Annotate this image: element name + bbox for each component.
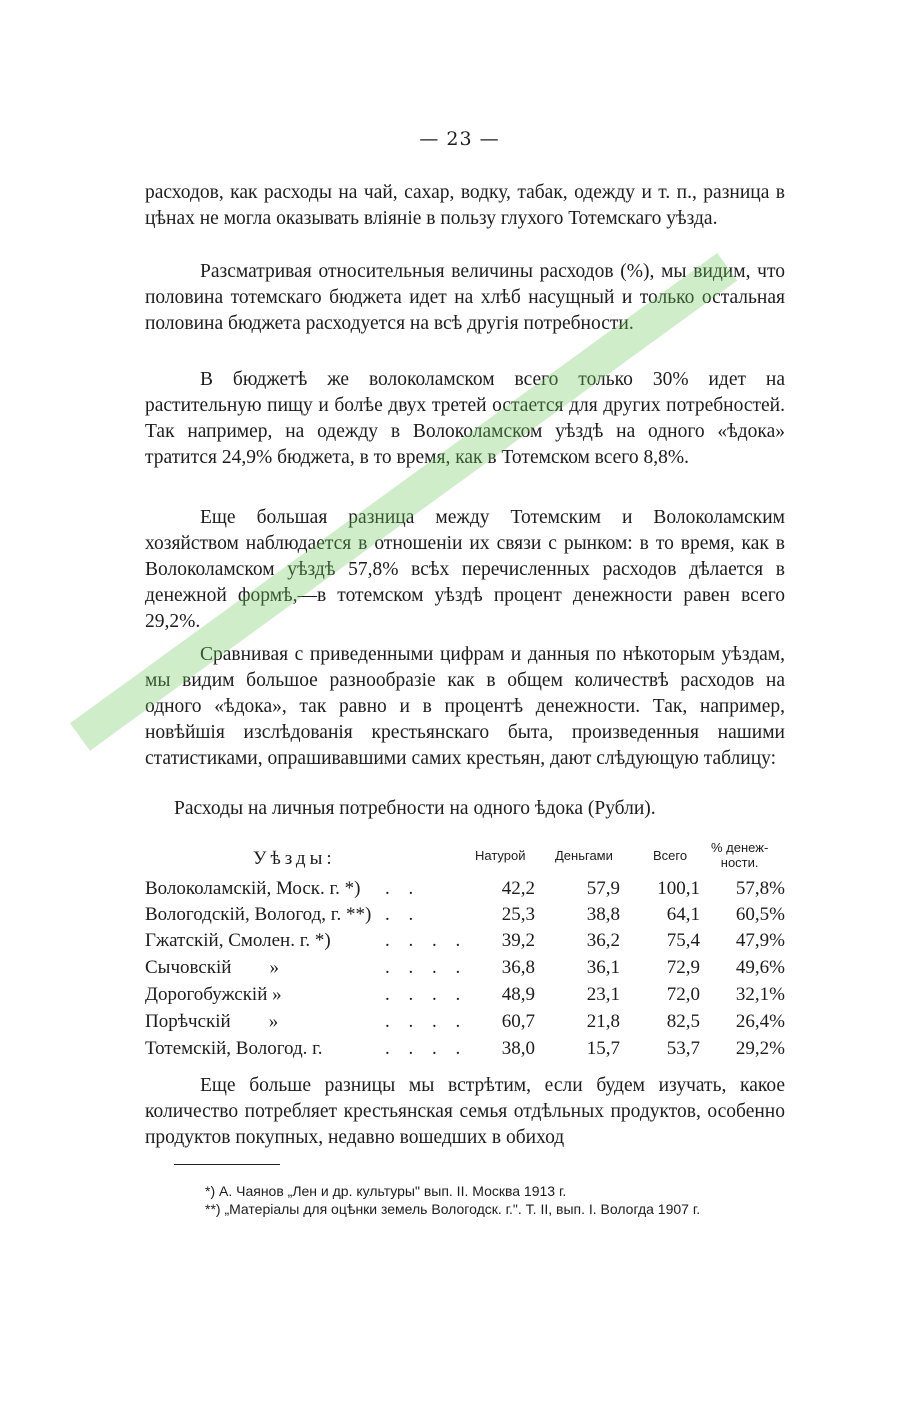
paragraph-5	[145, 642, 785, 772]
row-percent: 29,2%	[735, 1038, 785, 1059]
table-row	[145, 1011, 790, 1037]
table-row	[145, 878, 790, 904]
row-district: Вологодскій, Вологод, г. **)	[145, 904, 372, 925]
row-vsego: 100,1	[657, 878, 700, 899]
footnote-1: *) А. Чаянов „Лен и др. культуры" вып. II. Москва 1913 г.	[205, 1183, 567, 1199]
row-district: Тотемскій, Вологод. г.	[145, 1038, 323, 1059]
row-natura: 36,8	[501, 957, 535, 978]
row-natura: 39,2	[501, 930, 535, 951]
row-natura: 48,9	[501, 984, 535, 1005]
table-row	[145, 1038, 790, 1064]
row-district: Дорогобужскій »	[145, 984, 282, 1005]
row-percent: 57,8%	[735, 878, 785, 899]
header-percent-line1: % денеж-	[711, 840, 769, 855]
row-leader-dots: . . . .	[385, 984, 468, 1005]
header-natura: Натурой	[475, 848, 526, 863]
row-vsego: 82,5	[666, 1011, 700, 1032]
paragraph-text: расходов, как расходы на чай, сахар, водку, табак, одежду и т. п., разница в цѣнах не могла оказывать вліяніе в пользу глухого Тотемскаго уѣзда.	[145, 182, 785, 229]
table-caption: Расходы на личныя потребности на одного ѣдока (Рубли).	[174, 798, 656, 819]
row-vsego: 72,9	[666, 957, 700, 978]
row-dengami: 57,9	[586, 878, 620, 899]
row-natura: 60,7	[501, 1011, 535, 1032]
row-vsego: 53,7	[666, 1038, 700, 1059]
paragraph-text: В бюджетѣ же волоколамском всего только 30% идет на растительную пищу и болѣе двух третей остается для других потребностей. Так например, на одежду в Волоколамском уѣздѣ на одного «ѣдока» тратится 24,9% бюджета, в то время, как в Тотемском всего 8,8%.	[145, 369, 785, 468]
row-district: Гжатскій, Смолен. г. *)	[145, 930, 331, 951]
paragraph-4	[145, 505, 785, 635]
row-dengami: 36,2	[586, 930, 620, 951]
row-dengami: 38,8	[586, 904, 620, 925]
row-percent: 47,9%	[735, 930, 785, 951]
paragraph-text: Еще большая разница между Тотемским и Волоколамским хозяйством наблюдается в отношеніи их связи с рынком: в то время, как в Волоколамском уѣздѣ 57,8% всѣх перечисленных расходов дѣлается в денежной формѣ,—в тотемском уѣздѣ процент денежности равен всего 29,2%.	[145, 507, 785, 632]
row-natura: 38,0	[501, 1038, 535, 1059]
row-natura: 25,3	[501, 904, 535, 925]
row-leader-dots: . . . .	[385, 1038, 468, 1059]
row-percent: 32,1%	[735, 984, 785, 1005]
row-natura: 42,2	[501, 878, 535, 899]
row-leader-dots: . . . .	[385, 957, 468, 978]
paragraph-3	[145, 367, 785, 471]
header-percent	[711, 840, 768, 870]
paragraph-text: Разсматривая относительныя величины расходов (%), мы видим, что половина тотемскаго бюджета идет на хлѣб насущный и только остальная половина бюджета расходуется на всѣ другія потребности.	[145, 261, 785, 334]
row-vsego: 72,0	[666, 984, 700, 1005]
row-dengami: 15,7	[586, 1038, 620, 1059]
page-number: — 23 —	[419, 128, 500, 150]
header-district: Уѣзды:	[253, 848, 336, 869]
table-row	[145, 957, 790, 983]
row-district: Волоколамскій, Моск. г. *)	[145, 878, 361, 899]
closing-paragraph	[145, 1073, 785, 1151]
paragraph-2	[145, 259, 785, 337]
row-vsego: 75,4	[666, 930, 700, 951]
table-row	[145, 984, 790, 1010]
row-leader-dots: . .	[385, 878, 421, 899]
paragraph-text: Еще больше разницы мы встрѣтим, если будем изучать, какое количество потребляет крестьянская семья отдѣльных продуктов, особенно продуктов покупных, недавно вошедших в обиход	[145, 1075, 785, 1148]
row-vsego: 64,1	[666, 904, 700, 925]
footnote-divider	[174, 1164, 280, 1165]
paragraph-1	[145, 180, 785, 232]
row-leader-dots: . .	[385, 904, 421, 925]
footnote-2: **) „Матеріалы для оцѣнки земель Вологодск. г.". Т. II, вып. I. Вологда 1907 г.	[205, 1201, 701, 1217]
paragraph-text: Сравнивая с приведенными цифрам и данныя по нѣкоторым уѣздам, мы видим большое разнообразіе как в общем количествѣ расходов на одного «ѣдока», так равно и в процентѣ денежности. Так, например, новѣйшія изслѣдованія крестьянскаго быта, произведенныя нашими статистиками, опрашивавшими самих крестьян, дают слѣдующую таблицу:	[145, 644, 785, 769]
table-row	[145, 904, 790, 930]
row-district: Сычовскій »	[145, 957, 279, 978]
header-dengami: Деньгами	[555, 848, 613, 863]
row-dengami: 23,1	[586, 984, 620, 1005]
row-percent: 26,4%	[735, 1011, 785, 1032]
row-dengami: 36,1	[586, 957, 620, 978]
header-percent-line2: ности.	[720, 855, 759, 870]
row-district: Порѣчскій »	[145, 1011, 279, 1032]
row-dengami: 21,8	[586, 1011, 620, 1032]
header-vsego: Всего	[653, 848, 688, 863]
table-row	[145, 930, 790, 956]
row-leader-dots: . . . .	[385, 930, 468, 951]
row-percent: 49,6%	[735, 957, 785, 978]
row-percent: 60,5%	[735, 904, 785, 925]
row-leader-dots: . . . .	[385, 1011, 468, 1032]
